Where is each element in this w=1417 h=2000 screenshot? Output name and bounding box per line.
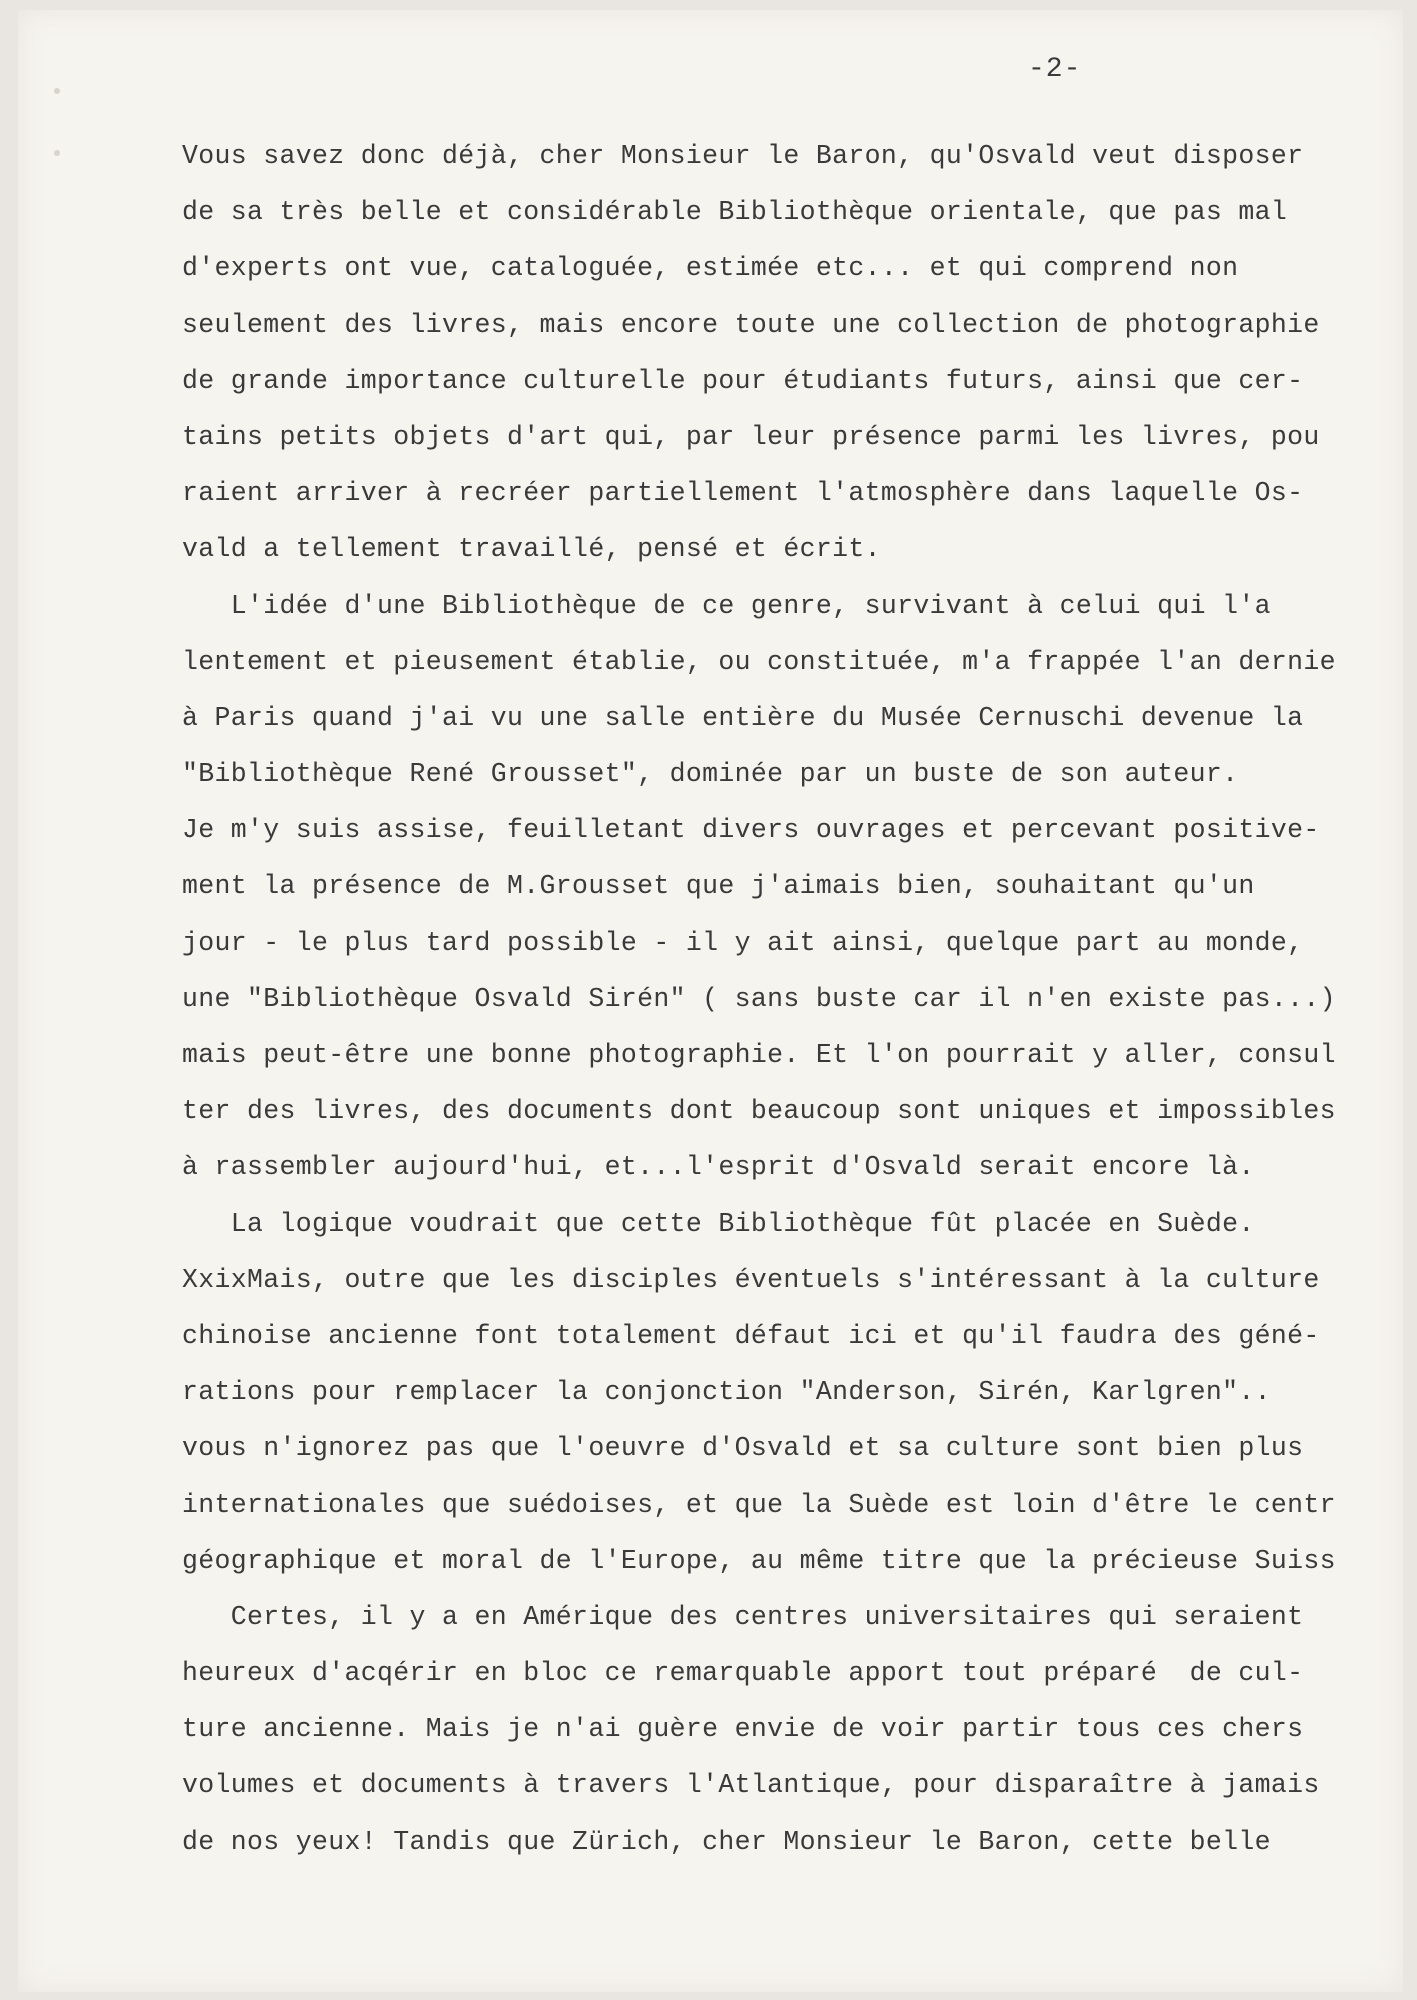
text-line: seulement des livres, mais encore toute une collection de photographie (182, 309, 1320, 340)
text-line: Je m'y suis assise, feuilletant divers ouvrages et percevant positive- (182, 815, 1320, 846)
text-line: heureux d'acqérir en bloc ce remarquable apport tout préparé de cul- (182, 1658, 1304, 1689)
text-line: vous n'ignorez pas que l'oeuvre d'Osvald et sa culture sont bien plus (182, 1433, 1304, 1464)
text-line: vald a tellement travaillé, pensé et écrit. (182, 534, 881, 565)
text-line: internationales que suédoises, et que la Suède est loin d'être le centr (182, 1489, 1336, 1520)
text-line: à rassembler aujourd'hui, et...l'esprit d'Osvald serait encore là. (182, 1152, 1255, 1183)
text-line: volumes et documents à travers l'Atlantique, pour disparaître à jamais (182, 1770, 1320, 1801)
letter-body (182, 128, 1412, 1870)
text-line: tains petits objets d'art qui, par leur présence parmi les livres, pou (182, 421, 1320, 452)
text-line: Vous savez donc déjà, cher Monsieur le Baron, qu'Osvald veut disposer (182, 141, 1304, 171)
text-line: raient arriver à recréer partiellement l'atmosphère dans laquelle Os- (182, 478, 1304, 509)
text-line: chinoise ancienne font totalement défaut ici et qu'il faudra des géné- (182, 1320, 1320, 1351)
text-line: jour - le plus tard possible - il y ait ainsi, quelque part au monde, (182, 927, 1304, 958)
text-line: ment la présence de M.Grousset que j'aimais bien, souhaitant qu'un (182, 871, 1255, 902)
text-line: à Paris quand j'ai vu une salle entière du Musée Cernuschi devenue la (182, 702, 1304, 733)
text-line: rations pour remplacer la conjonction "Anderson, Sirén, Karlgren".. (182, 1377, 1271, 1408)
text-line: "Bibliothèque René Grousset", dominée par un buste de son auteur. (182, 759, 1239, 790)
text-line: L'idée d'une Bibliothèque de ce genre, survivant à celui qui l'a (182, 590, 1271, 621)
text-line: XxixMais, outre que les disciples éventuels s'intéressant à la culture (182, 1264, 1320, 1295)
text-line: La logique voudrait que cette Bibliothèque fût placée en Suède. (182, 1208, 1255, 1239)
text-line: ture ancienne. Mais je n'ai guère envie de voir partir tous ces chers (182, 1714, 1304, 1745)
text-line: une "Bibliothèque Osvald Sirén" ( sans buste car il n'en existe pas...) (182, 983, 1336, 1014)
text-line: géographique et moral de l'Europe, au même titre que la précieuse Suiss (182, 1545, 1336, 1576)
text-line: Certes, il y a en Amérique des centres universitaires qui seraient (182, 1601, 1304, 1632)
text-line: ter des livres, des documents dont beaucoup sont uniques et impossibles (182, 1096, 1336, 1127)
text-line: mais peut-être une bonne photographie. Et l'on pourrait y aller, consul (182, 1040, 1336, 1070)
text-line: lentement et pieusement établie, ou constituée, m'a frappée l'an dernie (182, 646, 1336, 677)
text-line: de sa très belle et considérable Bibliothèque orientale, que pas mal (182, 197, 1288, 228)
page-number: -2- (1028, 54, 1082, 85)
punch-mark (54, 150, 60, 156)
punch-mark (54, 88, 60, 94)
text-line: de nos yeux! Tandis que Zürich, cher Monsieur le Baron, cette belle (182, 1826, 1271, 1857)
text-line: d'experts ont vue, cataloguée, estimée etc... et qui comprend non (182, 253, 1239, 284)
text-line: de grande importance culturelle pour étudiants futurs, ainsi que cer- (182, 365, 1304, 396)
